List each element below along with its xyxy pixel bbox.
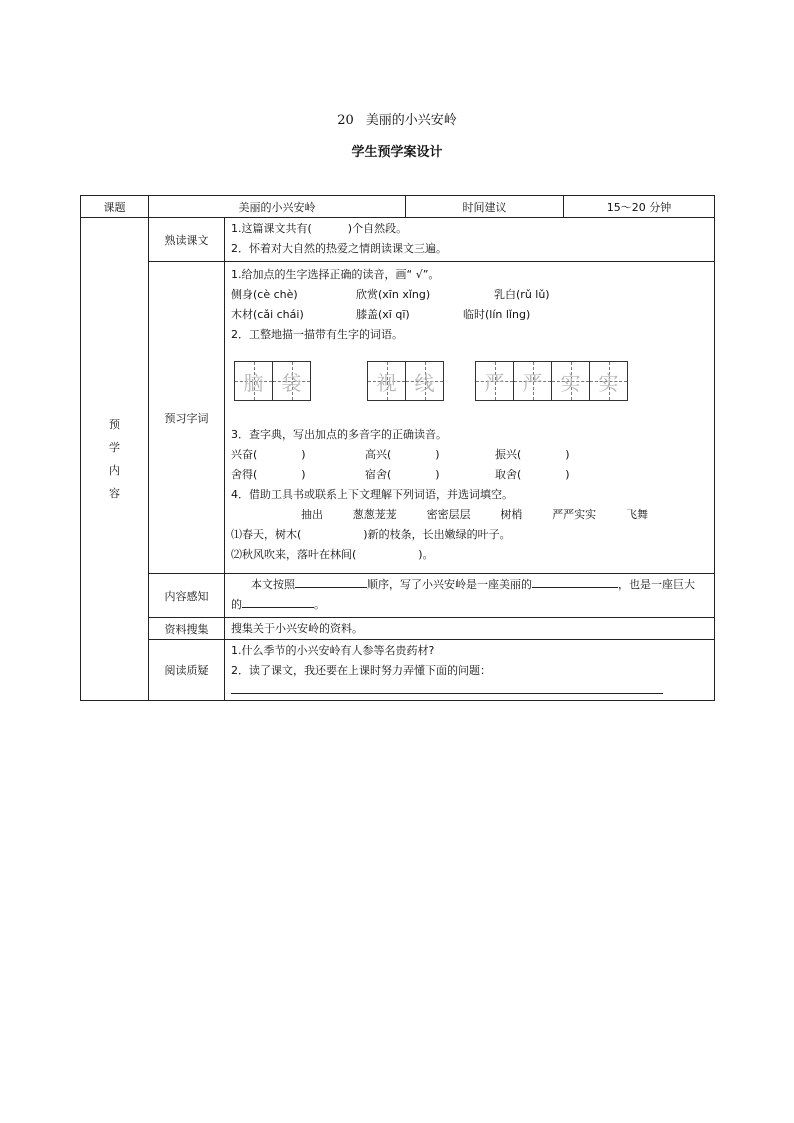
perceive-line-1 bbox=[231, 575, 708, 595]
side-char: 容 bbox=[109, 487, 120, 500]
trace-char: 实 bbox=[598, 370, 619, 395]
sentence-2-b: )。 bbox=[418, 548, 434, 561]
polyphone-word: 宿舍( bbox=[365, 468, 392, 481]
pinyin-item: 乳白(rǔ lǔ) bbox=[494, 288, 550, 301]
polyphone-item bbox=[495, 465, 570, 485]
page-subtitle: 学生预学案设计 bbox=[351, 145, 443, 160]
sentence-1-b: )新的枝条，长出嫩绿的叶子。 bbox=[363, 528, 511, 541]
close-paren: ) bbox=[435, 468, 440, 481]
read-line-2: 2．怀着对大自然的热爱之情朗读课文三遍。 bbox=[231, 242, 447, 255]
trace-char: 线 bbox=[414, 370, 435, 395]
collect-content bbox=[225, 618, 715, 640]
polyphone-word: 振兴( bbox=[495, 448, 522, 461]
vocab-row bbox=[81, 262, 715, 574]
trace-box bbox=[513, 361, 552, 401]
perceive-part1: 本文按照 bbox=[251, 578, 295, 591]
polyphone-word: 舍得( bbox=[231, 468, 258, 481]
trace-char: 严 bbox=[484, 370, 505, 395]
question-content bbox=[225, 640, 715, 701]
vocab-q3: 3．查字典，写出加点的多音字的正确读音。 bbox=[231, 428, 447, 441]
vocab-label: 预习字词 bbox=[149, 262, 225, 574]
polyphone-word: 兴奋( bbox=[231, 448, 258, 461]
pinyin-item: 侧身(cè chè) bbox=[231, 288, 298, 301]
perceive-part5: 。 bbox=[314, 598, 325, 611]
vocab-content bbox=[225, 262, 715, 574]
read-q1-a: 1.这篇课文共有( bbox=[231, 222, 312, 235]
polyphone-item bbox=[495, 445, 570, 465]
word-bank bbox=[231, 505, 708, 525]
close-paren: ) bbox=[565, 448, 570, 461]
topic-value: 美丽的小兴安岭 bbox=[149, 196, 406, 218]
lesson-title bbox=[0, 109, 794, 128]
time-label: 时间建议 bbox=[406, 196, 564, 218]
pinyin-item: 膝盖(xī qī) bbox=[356, 308, 410, 321]
word-bank-item: 葱葱茏茏 bbox=[352, 508, 397, 521]
sentence-2-a: ⑵秋风吹来，落叶在林间( bbox=[231, 548, 357, 561]
vocab-q4: 4．借助工具书或联系上下文理解下列词语，并选词填空。 bbox=[231, 488, 513, 501]
close-paren: ) bbox=[565, 468, 570, 481]
question-label: 阅读质疑 bbox=[149, 640, 225, 701]
pinyin-item: 木材(cǎi chái) bbox=[231, 308, 304, 321]
topic-label: 课题 bbox=[81, 196, 149, 218]
polyphone-row-1 bbox=[231, 445, 708, 465]
polyphone-item bbox=[231, 445, 365, 465]
trace-box bbox=[551, 361, 590, 401]
blank-line bbox=[295, 575, 367, 588]
trace-char: 实 bbox=[560, 370, 581, 395]
lesson-title-text: 美丽的小兴安岭 bbox=[365, 113, 457, 128]
time-value: 15～20 分钟 bbox=[564, 196, 715, 218]
answer-line bbox=[231, 681, 663, 694]
blank-line bbox=[242, 595, 314, 608]
close-paren: ) bbox=[301, 448, 306, 461]
polyphone-item bbox=[231, 465, 365, 485]
word-bank-item: 严严实实 bbox=[552, 508, 597, 521]
side-label bbox=[81, 218, 149, 701]
perceive-line-2 bbox=[231, 595, 708, 615]
lesson-number: 20 bbox=[337, 113, 354, 128]
read-content bbox=[225, 218, 715, 262]
read-q1-b: )个自然段。 bbox=[347, 222, 408, 235]
pinyin-item: 欣赏(xīn xǐng) bbox=[356, 288, 431, 301]
read-line-1 bbox=[231, 219, 708, 239]
perceive-label: 内容感知 bbox=[149, 574, 225, 618]
word-bank-item: 密密层层 bbox=[426, 508, 471, 521]
fill-sentence-2 bbox=[231, 545, 708, 565]
collect-row bbox=[81, 618, 715, 640]
perceive-part2: 顺序，写了小兴安岭是一座美丽的 bbox=[367, 578, 532, 591]
side-char: 预 bbox=[109, 418, 120, 431]
question-line-1: 1.什么季节的小兴安岭有人参等名贵药材? bbox=[231, 644, 435, 657]
word-bank-item: 树梢 bbox=[500, 508, 523, 521]
collect-label: 资料搜集 bbox=[149, 618, 225, 640]
vocab-q1: 1.给加点的生字选择正确的读音，画“ √”。 bbox=[231, 268, 440, 281]
trace-char: 脑 bbox=[243, 370, 264, 395]
trace-char: 视 bbox=[376, 370, 397, 395]
vocab-q2: 2．工整地描一描带有生字的词语。 bbox=[231, 328, 403, 341]
trace-char: 袋 bbox=[281, 370, 302, 395]
fill-sentence-1 bbox=[231, 525, 708, 545]
pinyin-row-1 bbox=[231, 285, 708, 305]
trace-box bbox=[589, 361, 628, 401]
trace-box bbox=[405, 361, 444, 401]
preview-table bbox=[80, 195, 715, 701]
collect-text: 搜集关于小兴安岭的资料。 bbox=[231, 622, 363, 635]
trace-group bbox=[234, 361, 311, 401]
word-bank-item: 飞舞 bbox=[625, 508, 648, 521]
read-row bbox=[81, 218, 715, 262]
question-row bbox=[81, 640, 715, 701]
read-label: 熟读课文 bbox=[149, 218, 225, 262]
table-header-row bbox=[81, 196, 715, 218]
polyphone-item bbox=[365, 445, 495, 465]
perceive-content bbox=[225, 574, 715, 618]
trace-box bbox=[272, 361, 311, 401]
blank-line bbox=[532, 575, 618, 588]
trace-box bbox=[367, 361, 406, 401]
trace-char: 严 bbox=[522, 370, 543, 395]
close-paren: ) bbox=[301, 468, 306, 481]
close-paren: ) bbox=[435, 448, 440, 461]
trace-box bbox=[234, 361, 273, 401]
trace-group bbox=[367, 361, 444, 401]
polyphone-word: 取舍( bbox=[495, 468, 522, 481]
pinyin-row-2 bbox=[231, 305, 708, 325]
question-line-2: 2．读了课文，我还要在上课时努力弄懂下面的问题： bbox=[231, 664, 491, 677]
perceive-part4: 的 bbox=[231, 598, 242, 611]
pinyin-item: 临时(lín lǐng) bbox=[463, 308, 531, 321]
trace-box bbox=[475, 361, 514, 401]
trace-grids bbox=[231, 345, 708, 425]
perceive-part3: ，也是一座巨大 bbox=[618, 578, 695, 591]
perceive-row bbox=[81, 574, 715, 618]
trace-group bbox=[475, 361, 628, 401]
side-char: 学 bbox=[109, 441, 120, 454]
polyphone-item bbox=[365, 465, 495, 485]
side-char: 内 bbox=[109, 464, 120, 477]
word-bank-item: 抽出 bbox=[301, 508, 323, 521]
polyphone-word: 高兴( bbox=[365, 448, 392, 461]
polyphone-row-2 bbox=[231, 465, 708, 485]
sentence-1-a: ⑴春天，树木( bbox=[231, 528, 302, 541]
